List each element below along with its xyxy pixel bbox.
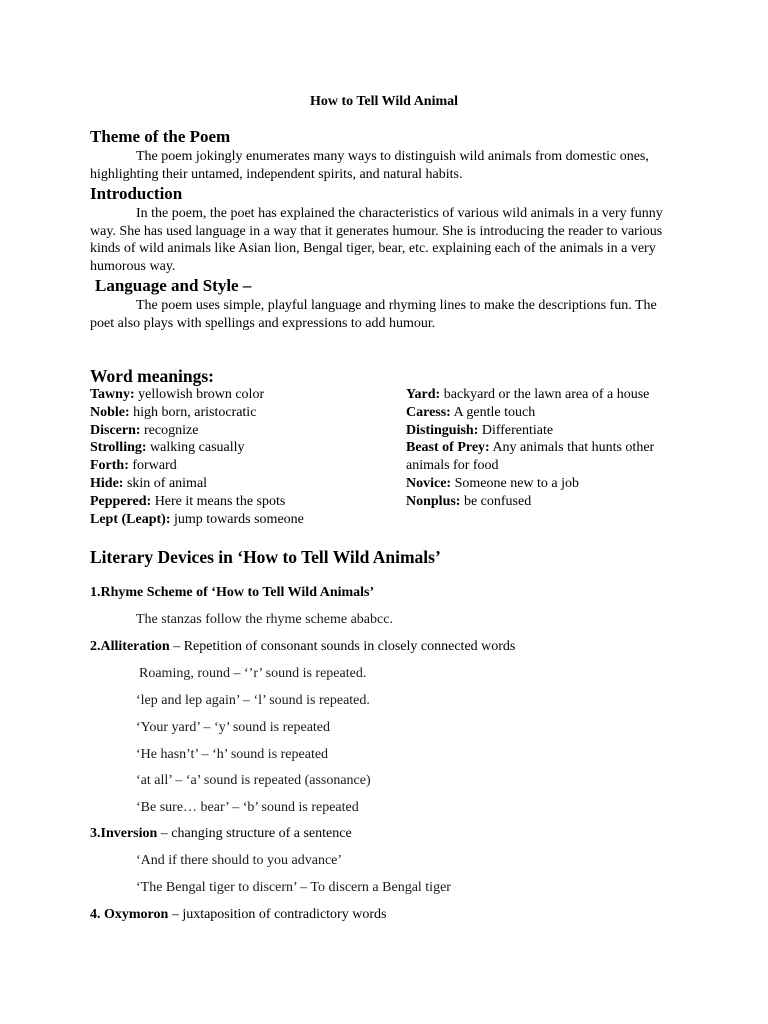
word-meaning-item: Noble: high born, aristocratic xyxy=(90,404,257,420)
rhyme-scheme-heading: 1.Rhyme Scheme of ‘How to Tell Wild Animals’ xyxy=(90,585,375,600)
introduction-text: In the poem, the poet has explained the characteristics of various wild animals in a very funny way. She has used language in a way that it generates humour. She is introducing the reader to various kinds of wild animals like Asian lion, Bengal tiger, bear, etc. explaining each of the animals in a very humorous way. xyxy=(90,206,663,274)
theme-paragraph xyxy=(90,148,682,183)
word-meaning-item: Novice: Someone new to a job xyxy=(406,475,580,491)
theme-text: The poem jokingly enumerates many ways to distinguish wild animals from domestic ones, highlighting their untamed, independent spirits, and natural habits. xyxy=(90,149,649,182)
inversion-example: ‘The Bengal tiger to discern’ – To discern a Bengal tiger xyxy=(136,880,451,895)
introduction-paragraph xyxy=(90,205,682,275)
introduction-heading: Introduction xyxy=(90,184,183,203)
word-meanings-right-column xyxy=(406,386,686,511)
word-meaning-item: Distinguish: Differentiate xyxy=(406,422,554,438)
inversion-heading: 3.Inversion – changing structure of a sentence xyxy=(90,826,352,841)
word-meaning-item: Forth: forward xyxy=(90,458,177,474)
language-paragraph xyxy=(90,297,682,332)
alliteration-example: ‘at all’ – ‘a’ sound is repeated (assonance) xyxy=(136,773,371,788)
alliteration-example: ‘lep and lep again’ – ‘l’ sound is repeated. xyxy=(136,693,370,708)
word-meaning-item: Lept (Leapt): jump towards someone xyxy=(90,511,304,527)
word-meaning-item: Strolling: walking casually xyxy=(90,440,245,456)
alliteration-example: ‘He hasn’t’ – ‘h’ sound is repeated xyxy=(136,747,329,762)
word-meaning-item: Yard: backyard or the lawn area of a house xyxy=(406,387,650,402)
word-meaning-item: Peppered: Here it means the spots xyxy=(90,493,286,509)
alliteration-example: ‘Be sure… bear’ – ‘b’ sound is repeated xyxy=(136,800,359,815)
word-meaning-item: Discern: recognize xyxy=(90,422,199,438)
word-meaning-item: Hide: skin of animal xyxy=(90,475,208,491)
word-meanings-left-column xyxy=(90,386,390,528)
word-meaning-item: Caress: A gentle touch xyxy=(406,404,536,420)
inversion-example: ‘And if there should to you advance’ xyxy=(136,853,343,868)
word-meaning-item: Tawny: yellowish brown color xyxy=(90,387,265,402)
word-meaning-item: Beast of Prey: Any animals that hunts other animals for food xyxy=(406,440,655,474)
word-meanings-heading: Word meanings: xyxy=(90,366,214,386)
word-meaning-item: Nonplus: be confused xyxy=(406,493,532,509)
alliteration-heading: 2.Alliteration – Repetition of consonant sounds in closely connected words xyxy=(90,639,516,654)
literary-devices-heading: Literary Devices in ‘How to Tell Wild Animals’ xyxy=(90,547,441,567)
page-title: How to Tell Wild Animal xyxy=(309,94,459,109)
oxymoron-heading: 4. Oxymoron – juxtaposition of contradictory words xyxy=(90,907,387,922)
theme-heading: Theme of the Poem xyxy=(90,127,231,146)
rhyme-scheme-text: The stanzas follow the rhyme scheme ababcc. xyxy=(136,612,393,627)
language-heading: Language and Style – xyxy=(95,276,252,295)
alliteration-example: Roaming, round – ‘’r’ sound is repeated. xyxy=(139,666,367,681)
alliteration-example: ‘Your yard’ – ‘y’ sound is repeated xyxy=(136,720,331,735)
language-text: The poem uses simple, playful language and rhyming lines to make the descriptions fun. The poet also plays with spellings and expressions to add humour. xyxy=(90,298,657,331)
